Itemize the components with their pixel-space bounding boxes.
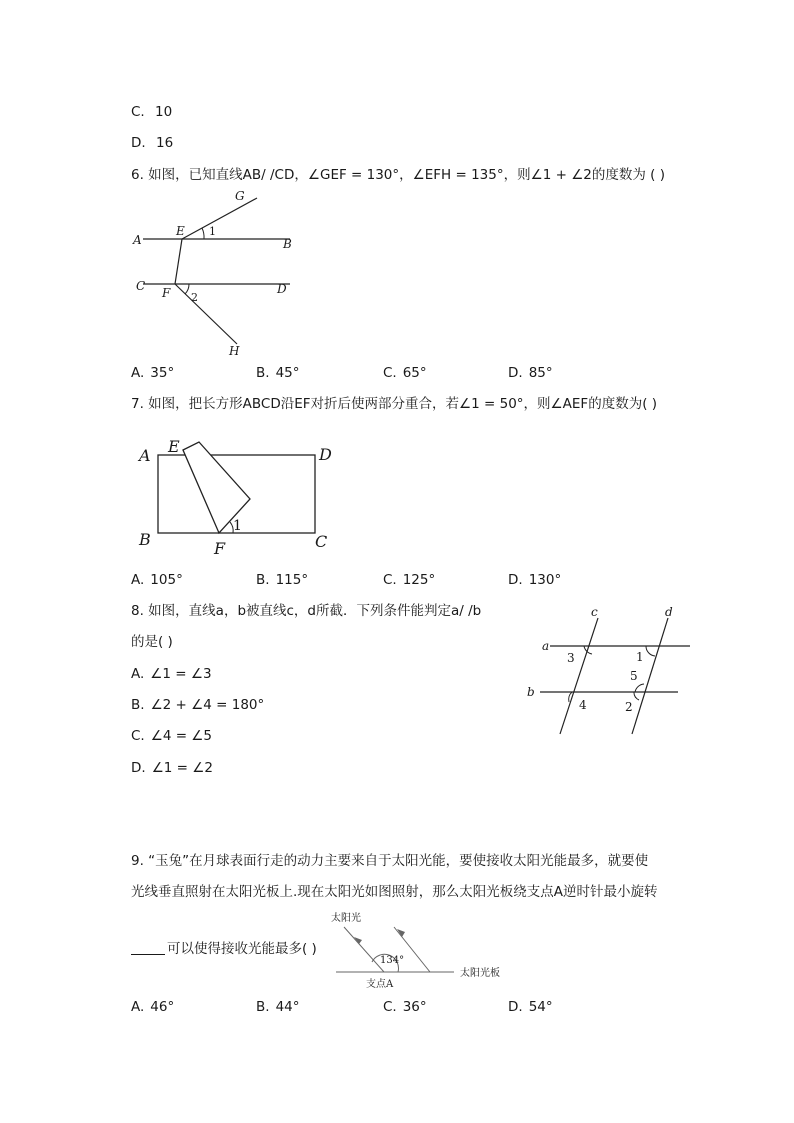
q6-label-angle1: 1 — [209, 225, 216, 238]
q9-label-pivot: 支点A — [366, 979, 394, 990]
option-text: 35° — [150, 365, 175, 381]
q6-option-c[interactable] — [383, 364, 427, 382]
option-letter: D. — [508, 572, 523, 588]
option-letter: B. — [256, 999, 270, 1015]
option-text: 105° — [150, 572, 183, 588]
option-text: ∠4 = ∠5 — [150, 728, 212, 744]
option-text: 54° — [528, 999, 553, 1015]
q8-label-a: a — [542, 639, 550, 653]
option-letter: B. — [256, 365, 270, 381]
option-text: 115° — [275, 572, 309, 588]
option-text: 36° — [402, 999, 427, 1015]
q9-option-d[interactable] — [508, 998, 553, 1016]
q7-label-a: A — [139, 446, 151, 465]
q6-option-d[interactable] — [508, 364, 553, 382]
option-letter: D. — [131, 135, 146, 151]
option-letter: A. — [131, 365, 145, 381]
option-letter: B. — [256, 572, 270, 588]
q8-label-n1: 1 — [636, 650, 644, 664]
q8-label-c: c — [591, 605, 598, 619]
q6-label-e: E — [176, 224, 185, 238]
q8-label-n5: 5 — [630, 669, 638, 683]
q8-option-a[interactable] — [131, 665, 212, 683]
q6-label-a: A — [133, 233, 142, 247]
q8-option-c[interactable] — [131, 727, 212, 745]
q7-option-b[interactable] — [256, 571, 308, 589]
option-letter: B. — [131, 697, 145, 713]
option-letter: C. — [131, 104, 145, 120]
option-text: 85° — [528, 365, 553, 381]
q7-label-c: C — [315, 532, 328, 551]
option-text: 44° — [275, 999, 300, 1015]
q9-stem-line3-text: 可以使得接收光能最多( ) — [167, 941, 317, 957]
option-text: ∠1 = ∠2 — [151, 760, 213, 776]
q6-figure — [125, 184, 305, 360]
option-letter: A. — [131, 572, 145, 588]
q6-label-angle2: 2 — [191, 291, 198, 304]
q9-option-b[interactable] — [256, 998, 300, 1016]
q8-label-b: b — [527, 685, 535, 699]
q8-option-b[interactable] — [131, 696, 264, 714]
q8-label-n2: 2 — [625, 700, 633, 714]
option-letter: C. — [383, 365, 397, 381]
q7-label-e: E — [168, 437, 180, 456]
q9-stem-line2: 光线垂直照射在太阳光板上.现在太阳光如图照射，那么太阳光板绕支点A逆时针最小旋转 — [131, 884, 658, 900]
q6-label-d: D — [277, 282, 287, 296]
option-letter: D. — [131, 760, 146, 776]
option-text: 46° — [150, 999, 175, 1015]
q7-option-a[interactable] — [131, 571, 183, 589]
q7-option-d[interactable] — [508, 571, 561, 589]
q9-stem-line3 — [131, 940, 317, 958]
q8-figure — [522, 600, 694, 740]
prev-option-d — [131, 134, 173, 152]
q8-stem-line1: 8. 如图，直线a，b被直线c，d所截．下列条件能判定a/ /b — [131, 603, 482, 619]
q8-label-d: d — [665, 605, 673, 619]
q7-label-d: D — [319, 445, 332, 464]
option-letter: C. — [383, 572, 397, 588]
q6-label-c: C — [136, 279, 146, 293]
option-text: 45° — [275, 365, 300, 381]
option-text: 125° — [402, 572, 436, 588]
q9-label-panel: 太阳光板 — [460, 968, 500, 979]
q6-label-h: H — [229, 344, 240, 358]
option-letter: C. — [383, 999, 397, 1015]
q7-option-c[interactable] — [383, 571, 435, 589]
q8-option-d[interactable] — [131, 759, 213, 777]
option-letter: D. — [508, 365, 523, 381]
q6-label-f: F — [162, 286, 171, 300]
option-letter: D. — [508, 999, 523, 1015]
answer-blank[interactable] — [131, 940, 165, 955]
q6-option-a[interactable] — [131, 364, 174, 382]
q8-stem-line2: 的是( ) — [131, 634, 173, 650]
q9-label-angle: 134° — [380, 955, 405, 966]
option-text: 10 — [155, 104, 173, 120]
q7-label-b: B — [139, 530, 151, 549]
q8-label-n4: 4 — [579, 698, 587, 712]
q9-label-sunlight: 太阳光 — [331, 913, 361, 924]
q7-label-f: F — [214, 539, 226, 558]
q6-stem: 6. 如图，已知直线AB/ /CD，∠GEF = 130°，∠EFH = 135°，则∠1 + ∠2的度数为 ( ) — [131, 167, 666, 183]
q9-figure — [330, 907, 520, 991]
option-text: ∠1 = ∠3 — [150, 666, 212, 682]
q8-label-n3: 3 — [567, 651, 575, 665]
option-text: ∠2 + ∠4 = 180° — [150, 697, 265, 713]
q6-label-g: G — [235, 189, 245, 203]
option-text: 16 — [155, 135, 174, 151]
q9-option-c[interactable] — [383, 998, 427, 1016]
option-letter: C. — [131, 728, 145, 744]
q7-stem: 7. 如图，把长方形ABCD沿EF对折后使两部分重合，若∠1 = 50°，则∠AEF的度数为( ) — [131, 396, 658, 412]
q7-label-angle1: 1 — [233, 518, 242, 534]
q6-option-b[interactable] — [256, 364, 300, 382]
q6-label-b: B — [283, 237, 292, 251]
option-letter: A. — [131, 666, 145, 682]
q7-figure — [132, 432, 342, 560]
q9-option-a[interactable] — [131, 998, 174, 1016]
option-letter: A. — [131, 999, 145, 1015]
option-text: 65° — [402, 365, 427, 381]
q9-stem-line1: 9. “玉兔”在月球表面行走的动力主要来自于太阳光能，要使接收太阳光能最多，就要使 — [131, 853, 649, 869]
option-text: 130° — [528, 572, 562, 588]
prev-option-c — [131, 103, 172, 121]
